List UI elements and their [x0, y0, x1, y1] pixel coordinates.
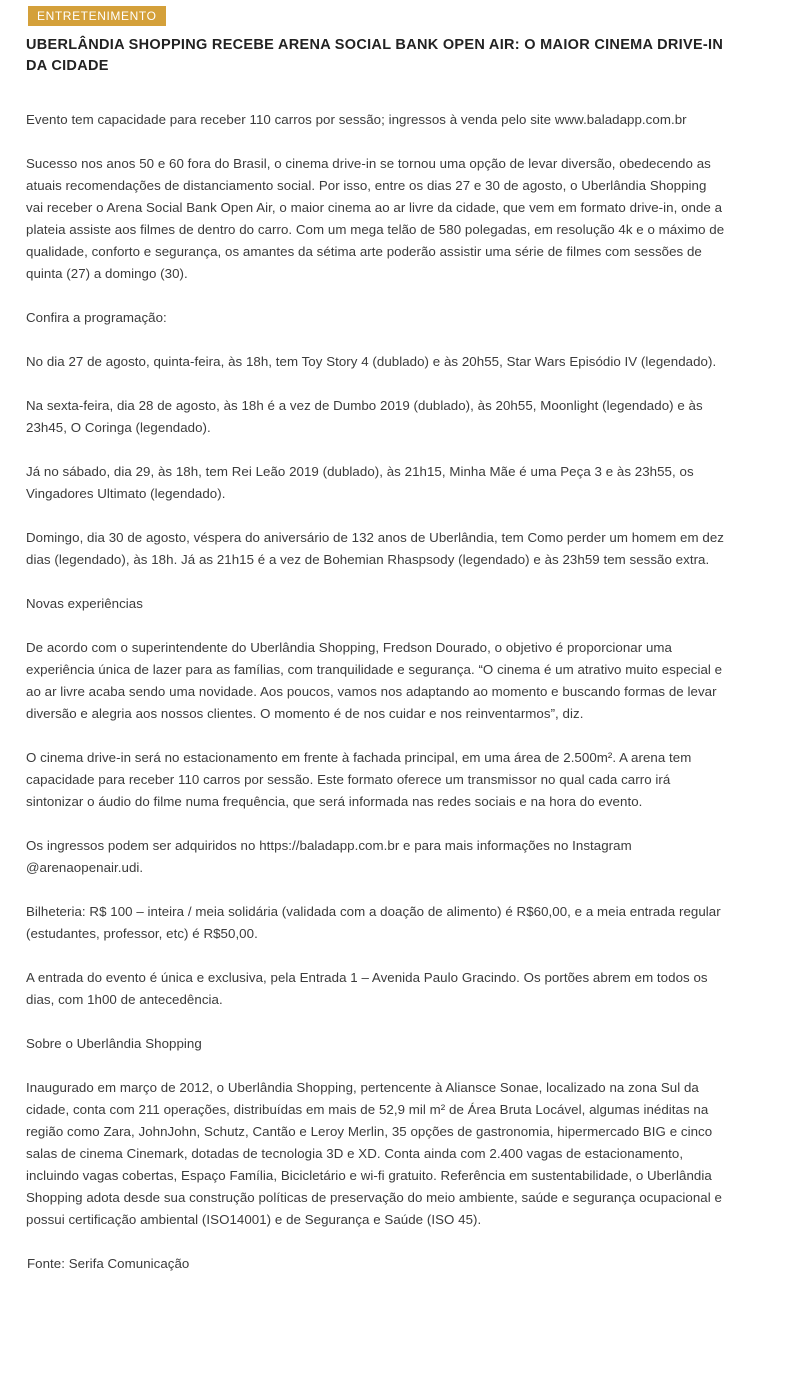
article-body: [26, 109, 726, 1275]
article: [26, 6, 726, 1297]
article-subtitle: Evento tem capacidade para receber 110 carros por sessão; ingressos à venda pelo site www.baladapp.com.br: [26, 112, 687, 127]
source-credit: Fonte: Serifa Comunicação: [27, 1256, 190, 1271]
paragraph-schedule-thursday: No dia 27 de agosto, quinta-feira, às 18h, tem Toy Story 4 (dublado) e às 20h55, Star Wars Episódio IV (legendado).: [26, 354, 717, 369]
paragraph-location: O cinema drive-in será no estacionamento em frente à fachada principal, em uma área de 2.500m². A arena tem capacidade para receber 110 carros por sessão. Este formato oferece um transmissor no qual cada carro irá sintonizar o áudio do filme numa frequência, que será informada nas redes sociais e na hora do evento.: [26, 750, 692, 809]
section-heading-new-experiences: Novas experiências: [26, 596, 143, 611]
paragraph-schedule-friday: Na sexta-feira, dia 28 de agosto, às 18h é a vez de Dumbo 2019 (dublado), às 20h55, Moonlight (legendado) e às 23h45, O Coringa (legendado).: [26, 398, 703, 435]
paragraph-schedule-heading: Confira a programação:: [26, 310, 167, 325]
paragraph-tickets: Os ingressos podem ser adquiridos no https://baladapp.com.br e para mais informações no Instagram @arenaopenair.udi.: [26, 838, 632, 875]
paragraph-about: Inaugurado em março de 2012, o Uberlândia Shopping, pertencente à Aliansce Sonae, localizado na zona Sul da cidade, conta com 211 operações, distribuídas em mais de 52,9 mil m² de Área Bruta Locável, algumas inéditas na região como Zara, JohnJohn, Schutz, Cantão e Leroy Merlin, 35 opções de gastronomia, hipermercado BIG e cinco salas de cinema Cinemark, dotadas de tecnologia 3D e XD. Conta ainda com 2.400 vagas de estacionamento, incluindo vagas cobertas, Espaço Família, Bicicletário e wi-fi gratuito. Referência em sustentabilidade, o Uberlândia Shopping adota desde sua construção políticas de preservação do meio ambiente, saúde e segurança ocupacional e possui certificação ambiental (ISO14001) e de Segurança e Saúde (ISO 45).: [26, 1080, 722, 1227]
paragraph-box-office: Bilheteria: R$ 100 – inteira / meia solidária (validada com a doação de alimento) é R$60,00, e a meia entrada regular (estudantes, professor, etc) é R$50,00.: [26, 904, 721, 941]
paragraph-schedule-sunday: Domingo, dia 30 de agosto, véspera do aniversário de 132 anos de Uberlândia, tem Como perder um homem em dez dias (legendado), às 18h. Já as 21h15 é a vez de Bohemian Rhaspsody (legendado) e às 23h59 tem sessão extra.: [26, 530, 724, 567]
paragraph-schedule-saturday: Já no sábado, dia 29, às 18h, tem Rei Leão 2019 (dublado), às 21h15, Minha Mãe é uma Peça 3 e às 23h55, os Vingadores Ultimato (legendado).: [26, 464, 694, 501]
paragraph-entrance: A entrada do evento é única e exclusiva, pela Entrada 1 – Avenida Paulo Gracindo. Os portões abrem em todos os dias, com 1h00 de antecedência.: [26, 970, 708, 1007]
section-heading-about: Sobre o Uberlândia Shopping: [26, 1036, 202, 1051]
paragraph-quote: De acordo com o superintendente do Uberlândia Shopping, Fredson Dourado, o objetivo é proporcionar uma experiência única de lazer para as famílias, com tranquilidade e segurança. “O cinema é um atrativo muito especial e ao ar livre acaba sendo uma novidade. Aos poucos, vamos nos adaptando ao momento e buscando formas de levar diversão e alegria aos nossos clientes. O momento é de nos cuidar e nos reinventarmos”, diz.: [26, 640, 723, 721]
paragraph-intro: Sucesso nos anos 50 e 60 fora do Brasil, o cinema drive-in se tornou uma opção de levar diversão, obedecendo as atuais recomendações de distanciamento social. Por isso, entre os dias 27 e 30 de agosto, o Uberlândia Shopping vai receber o Arena Social Bank Open Air, o maior cinema ao ar livre da cidade, que vem em formato drive-in, onde a plateia assiste aos filmes de dentro do carro. Com um mega telão de 580 polegadas, em resolução 4k e o máximo de qualidade, conforto e segurança, os amantes da sétima arte poderão assistir uma série de filmes com sessões de quinta (27) a domingo (30).: [26, 156, 725, 281]
article-title: UBERLÂNDIA SHOPPING RECEBE ARENA SOCIAL BANK OPEN AIR: O MAIOR CINEMA DRIVE-IN DA CIDADE: [26, 37, 724, 74]
category-badge[interactable]: ENTRETENIMENTO: [28, 6, 166, 26]
